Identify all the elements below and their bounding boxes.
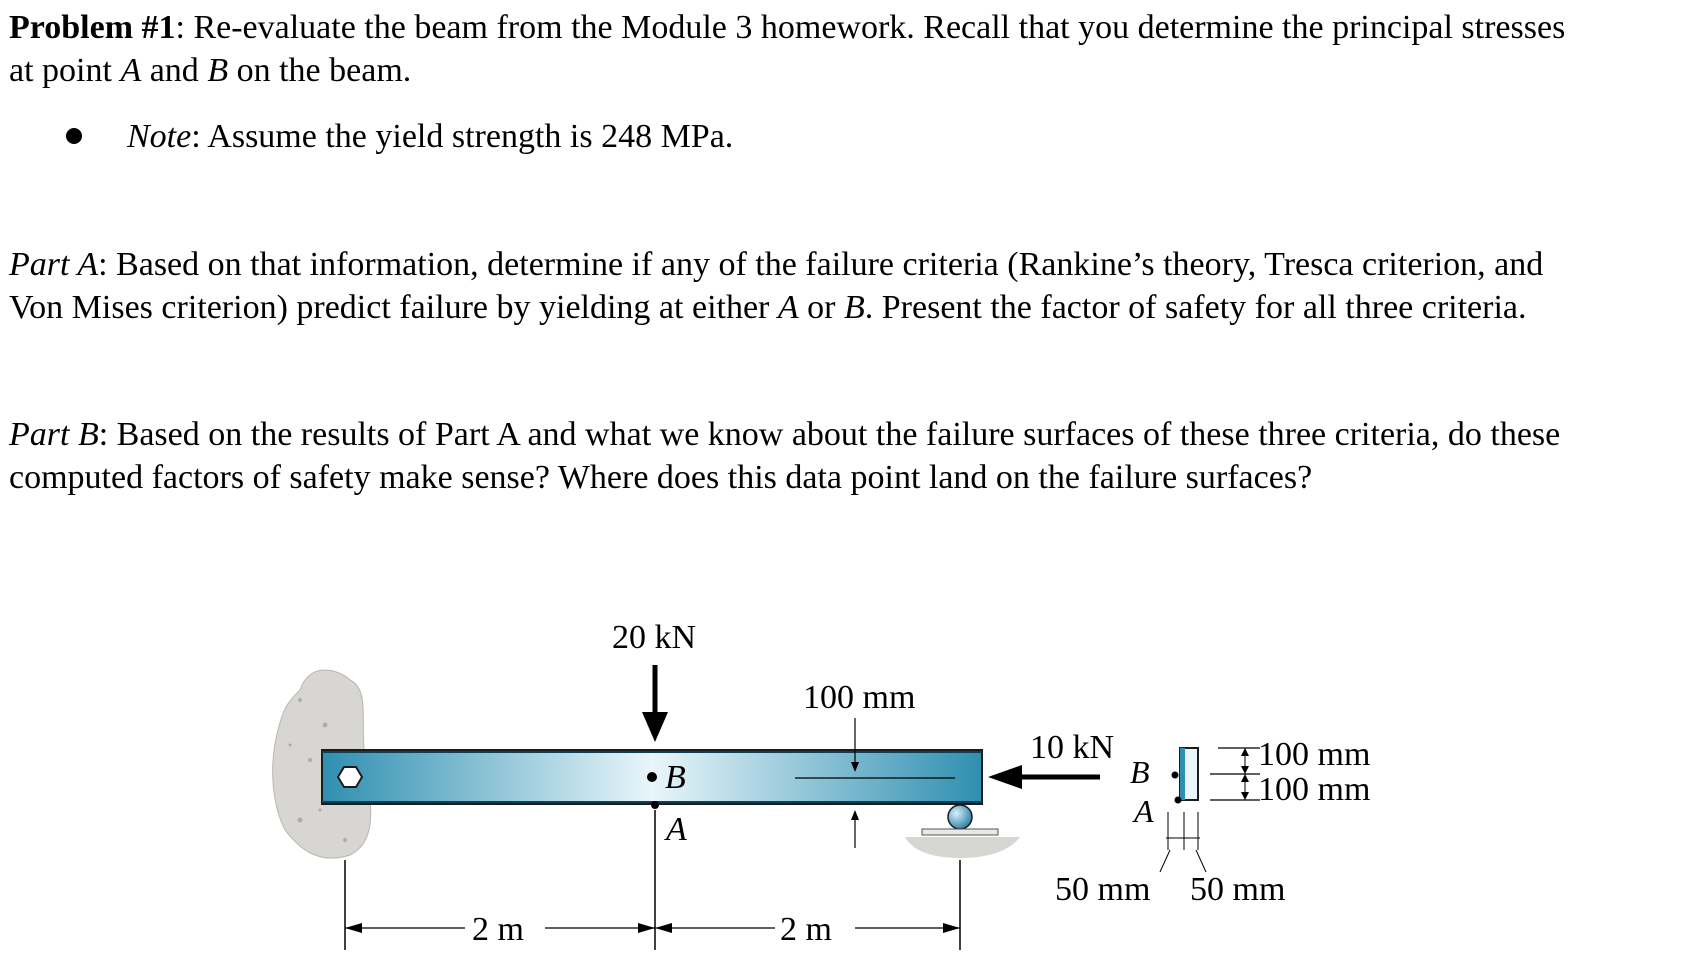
problem-label: Problem #1 bbox=[9, 9, 176, 46]
note-text: : Assume the yield strength is 248 MPa. bbox=[191, 118, 734, 155]
note-item bbox=[127, 115, 1705, 158]
part-a-line1: : Based on that information, determine if any of the failure criteria (Rankine’s theory, Tresca criterion, and bbox=[98, 246, 1544, 283]
beam-diagram bbox=[0, 600, 1705, 980]
part-a-label: Part A bbox=[9, 246, 99, 283]
beam-depth-label: 100 mm bbox=[803, 679, 916, 716]
problem-point-a: A bbox=[120, 52, 142, 89]
part-b-line2: computed factors of safety make sense? Where does this data point land on the failure surfaces? bbox=[9, 459, 1313, 496]
problem-text-line2c: on the beam. bbox=[228, 52, 412, 89]
point-a-label: A bbox=[666, 811, 687, 848]
part-b-paragraph bbox=[9, 413, 1699, 499]
roller-support bbox=[948, 805, 972, 829]
span-left-label: 2 m bbox=[472, 911, 524, 948]
section-width-left: 50 mm bbox=[1055, 871, 1151, 908]
load-20kn-arrow bbox=[642, 712, 668, 742]
problem-text-line2b: and bbox=[141, 52, 208, 89]
part-a-line2b: or bbox=[798, 289, 844, 326]
part-b-label: Part B bbox=[9, 416, 99, 453]
part-a-line2c: . Present the factor of safety for all three criteria. bbox=[864, 289, 1527, 326]
section-dim-bottom: 100 mm bbox=[1258, 771, 1371, 808]
section-width-right: 50 mm bbox=[1190, 871, 1286, 908]
point-b-marker bbox=[647, 772, 657, 782]
roller-ground bbox=[905, 837, 1020, 858]
bullet-point bbox=[66, 128, 82, 144]
part-a-point-a: A bbox=[777, 289, 799, 326]
span-right-label: 2 m bbox=[780, 911, 832, 948]
section-point-b-label: B bbox=[1130, 754, 1150, 790]
section-dim-top: 100 mm bbox=[1258, 736, 1371, 773]
bolt-icon bbox=[338, 767, 362, 787]
point-a-marker bbox=[651, 801, 659, 809]
problem-text-line2a: at point bbox=[9, 52, 121, 89]
problem-statement bbox=[9, 6, 1699, 92]
section-point-a-label: A bbox=[1134, 793, 1154, 829]
part-a-paragraph bbox=[9, 243, 1699, 329]
load-10kn-label: 10 kN bbox=[1030, 729, 1115, 766]
load-10kn-arrow bbox=[988, 765, 1022, 789]
part-b-line1: : Based on the results of Part A and what we know about the failure surfaces of these three criteria, do these bbox=[98, 416, 1561, 453]
note-label: Note bbox=[127, 118, 192, 155]
part-a-point-b: B bbox=[843, 289, 865, 326]
part-a-line2a: Von Mises criterion) predict failure by yielding at either bbox=[9, 289, 778, 326]
point-b-label: B bbox=[665, 759, 686, 796]
problem-point-b: B bbox=[207, 52, 229, 89]
load-20kn-label: 20 kN bbox=[612, 619, 697, 656]
problem-text-line1: : Re-evaluate the beam from the Module 3 homework. Recall that you determine the principal stresses bbox=[175, 9, 1566, 46]
